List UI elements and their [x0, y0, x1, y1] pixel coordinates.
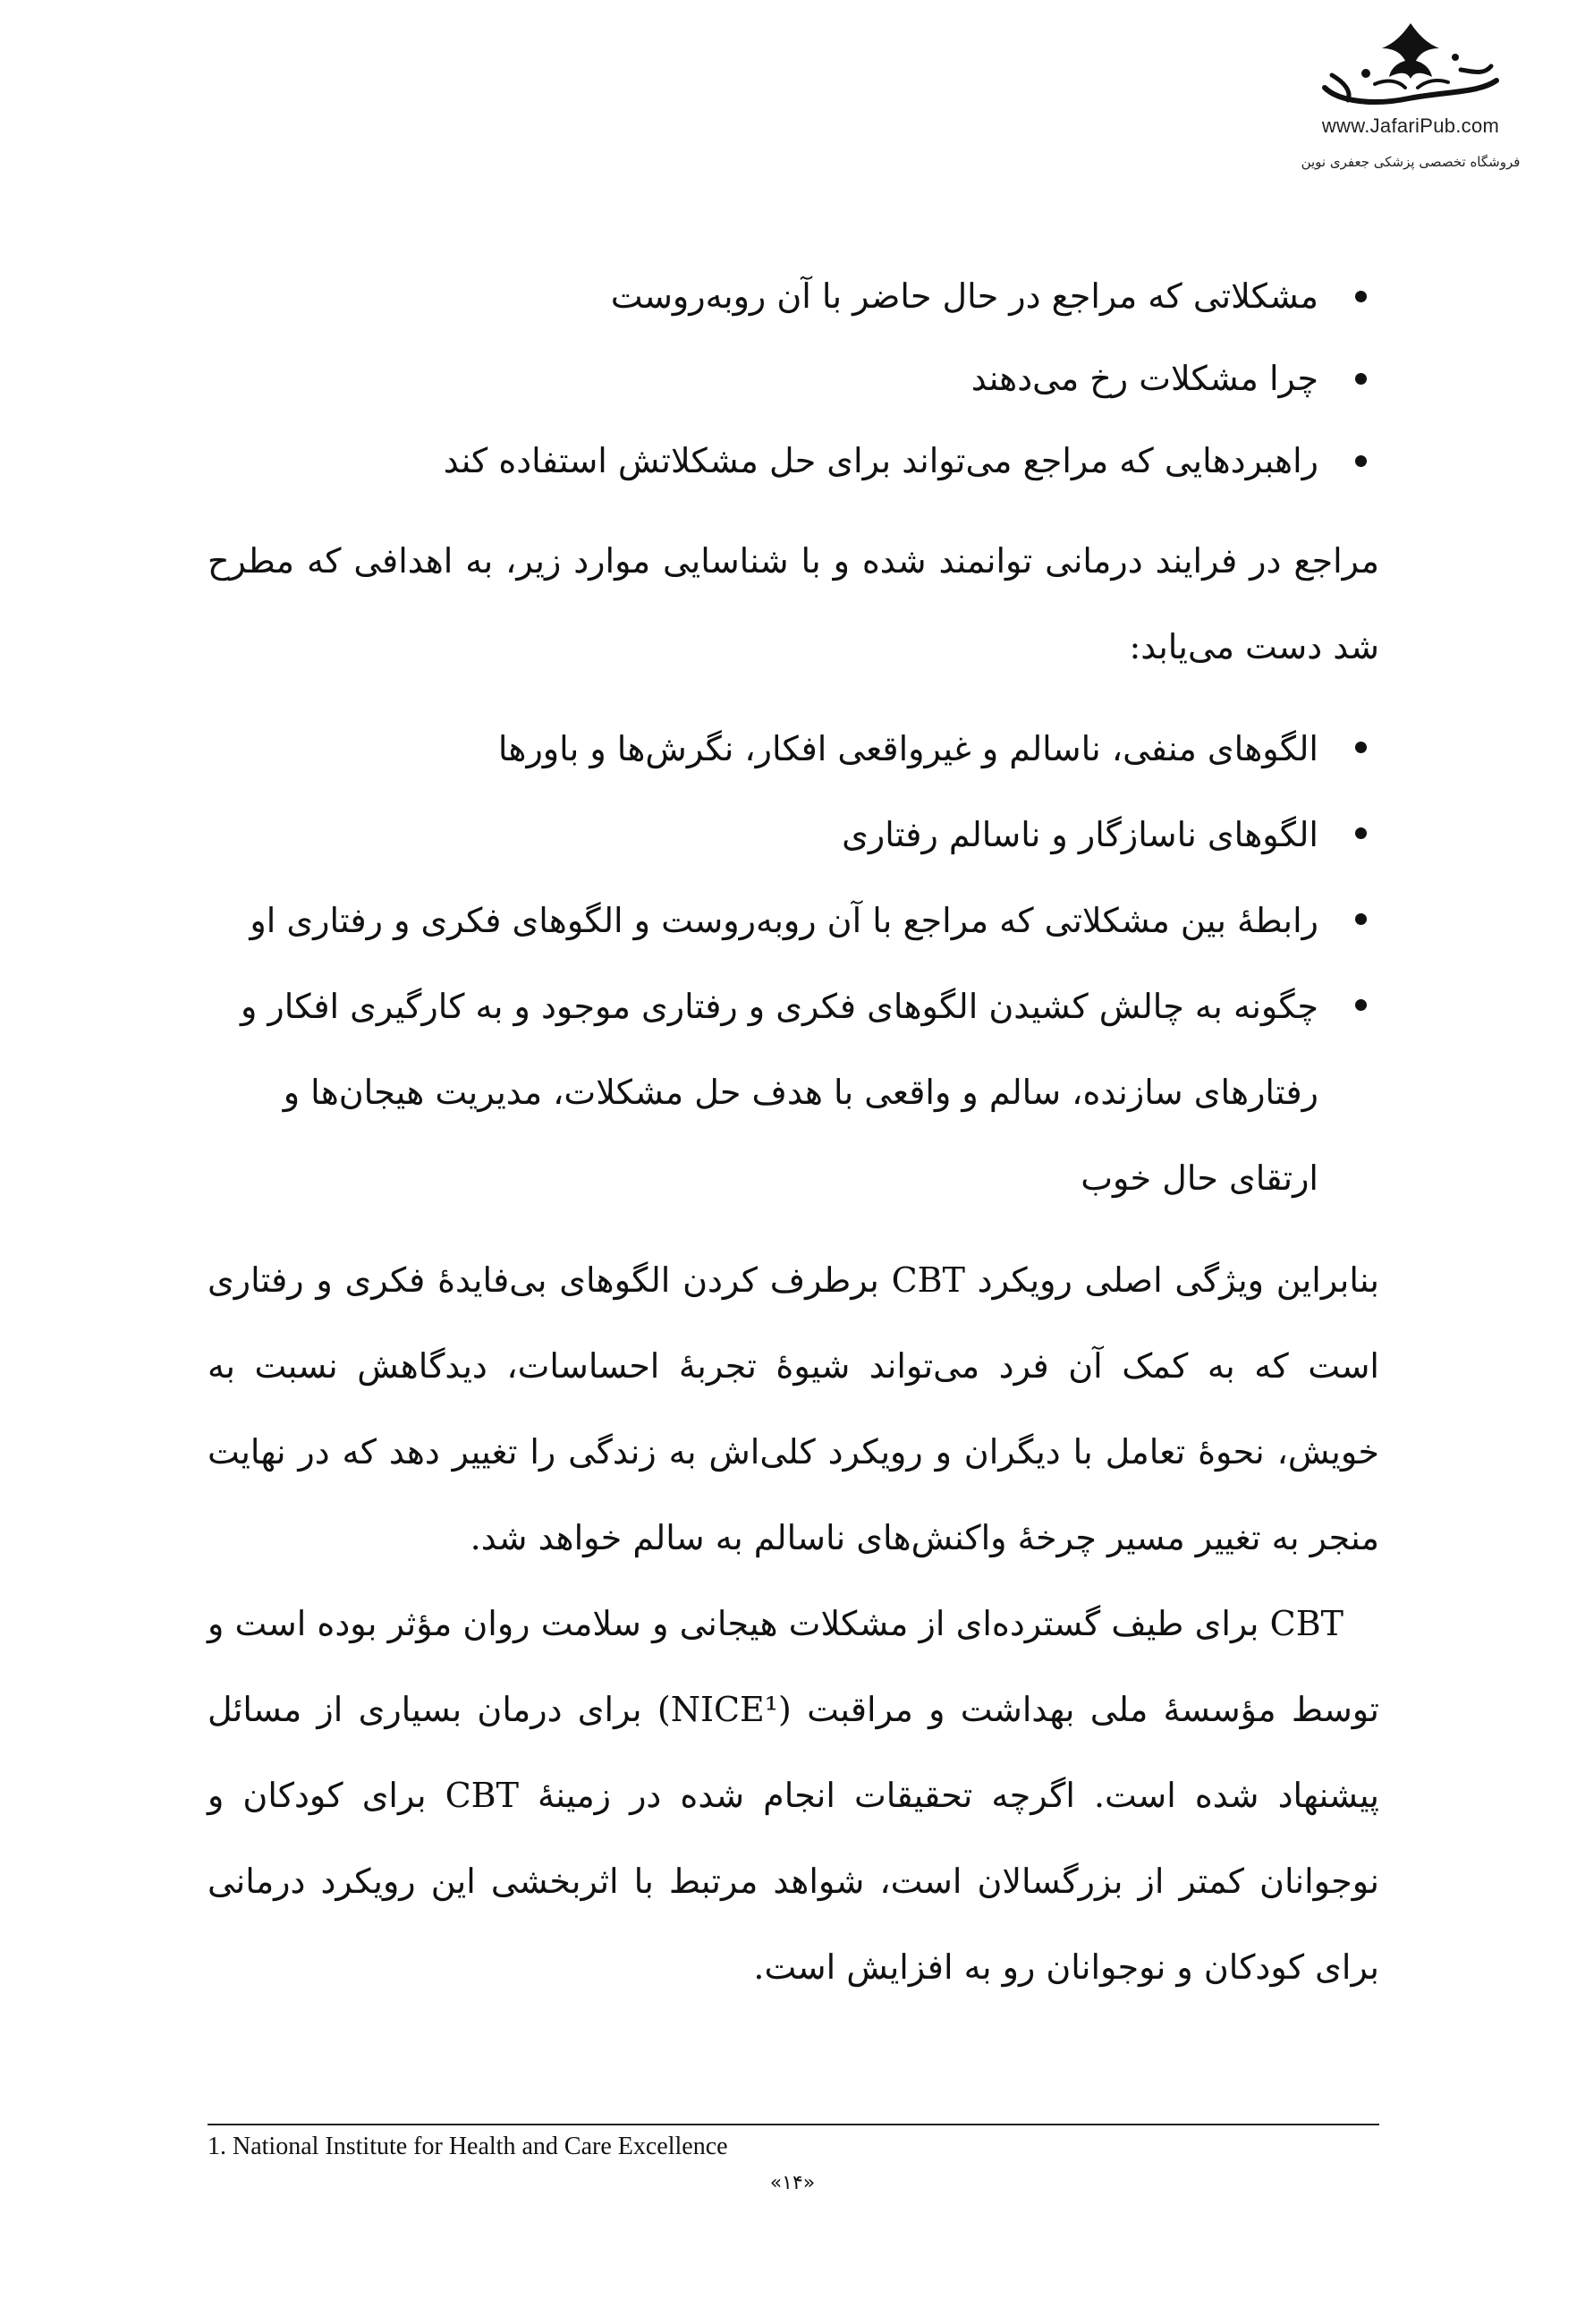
- list-item: الگوهای منفی، ناسالم و غیرواقعی افکار، نگرش‌ها و باورها: [208, 706, 1379, 792]
- bullet-list-1: [208, 255, 1379, 502]
- publisher-store-name: فروشگاه تخصصی پزشکی جعفری نوین: [1301, 154, 1521, 170]
- publisher-logo: [1281, 16, 1540, 170]
- footnote-divider: [208, 2124, 1379, 2125]
- list-item: چگونه به چالش کشیدن الگوهای فکری و رفتاری موجود و به کارگیری افکار و رفتارهای سازنده، سالم و واقعی با هدف حل مشکلات، مدیریت هیجان‌ها و ارتقای حال خوب: [208, 963, 1379, 1221]
- footnote: 1. National Institute for Health and Care Excellence: [208, 2133, 728, 2160]
- bullet-icon: [1355, 373, 1367, 385]
- paragraph-intro: مراجع در فرایند درمانی توانمند شده و با شناسایی موارد زیر، به اهدافی که مطرح شد دست می‌یابد:: [208, 541, 1379, 666]
- list-item: مشکلاتی که مراجع در حال حاضر با آن روبه‌روست: [208, 255, 1379, 337]
- bullet-icon: [1355, 999, 1367, 1011]
- bullet-icon: [1355, 455, 1367, 467]
- bullet-list-2: [208, 706, 1379, 1221]
- paragraph-cbt-feature: بنابراین ویژگی اصلی رویکرد CBT برطرف کردن الگوهای بی‌فایدهٔ فکری و رفتاری است که به کمک آن فرد می‌تواند شیوهٔ تجربهٔ احساسات، دیدگاهش نسبت به خویش، نحوهٔ تعامل با دیگران و رویکرد کلی‌اش به زندگی را تغییر دهد که در نهایت منجر به تغییر مسیر چرخهٔ واکنش‌های ناسالم به سالم خواهد شد.: [208, 1260, 1379, 1557]
- page-number: «۱۴»: [769, 2172, 816, 2194]
- list-item: راهبردهایی که مراجع می‌تواند برای حل مشکلاتش استفاده کند: [208, 420, 1379, 502]
- paragraph-cbt-evidence: CBT برای طیف گسترده‌ای از مشکلات هیجانی و سلامت روان مؤثر بوده است و توسط مؤسسهٔ ملی بهداشت و مراقبت (NICE¹) برای درمان بسیاری از مسائل پیشنهاد شده است. اگرچه تحقیقات انجام شده در زمینهٔ CBT برای کودکان و نوجوانان کمتر از بزرگسالان است، شواهد مرتبط با اثربخشی این رویکرد درمانی برای کودکان و نوجوانان رو به افزایش است.: [208, 1604, 1380, 1987]
- publisher-url: www.JafariPub.com: [1321, 115, 1500, 137]
- bullet-icon: [1355, 827, 1367, 839]
- bullet-icon: [1355, 913, 1367, 925]
- list-item: الگوهای ناسازگار و ناسالم رفتاری: [208, 792, 1379, 878]
- list-item: رابطهٔ بین مشکلاتی که مراجع با آن روبه‌روست و الگوهای فکری و رفتاری او: [208, 878, 1379, 963]
- calligraphy-logo-icon: [1312, 16, 1509, 115]
- bullet-icon: [1355, 742, 1367, 753]
- bullet-icon: [1355, 291, 1367, 302]
- list-item: چرا مشکلات رخ می‌دهند: [208, 337, 1379, 420]
- page-body: [208, 255, 1379, 2010]
